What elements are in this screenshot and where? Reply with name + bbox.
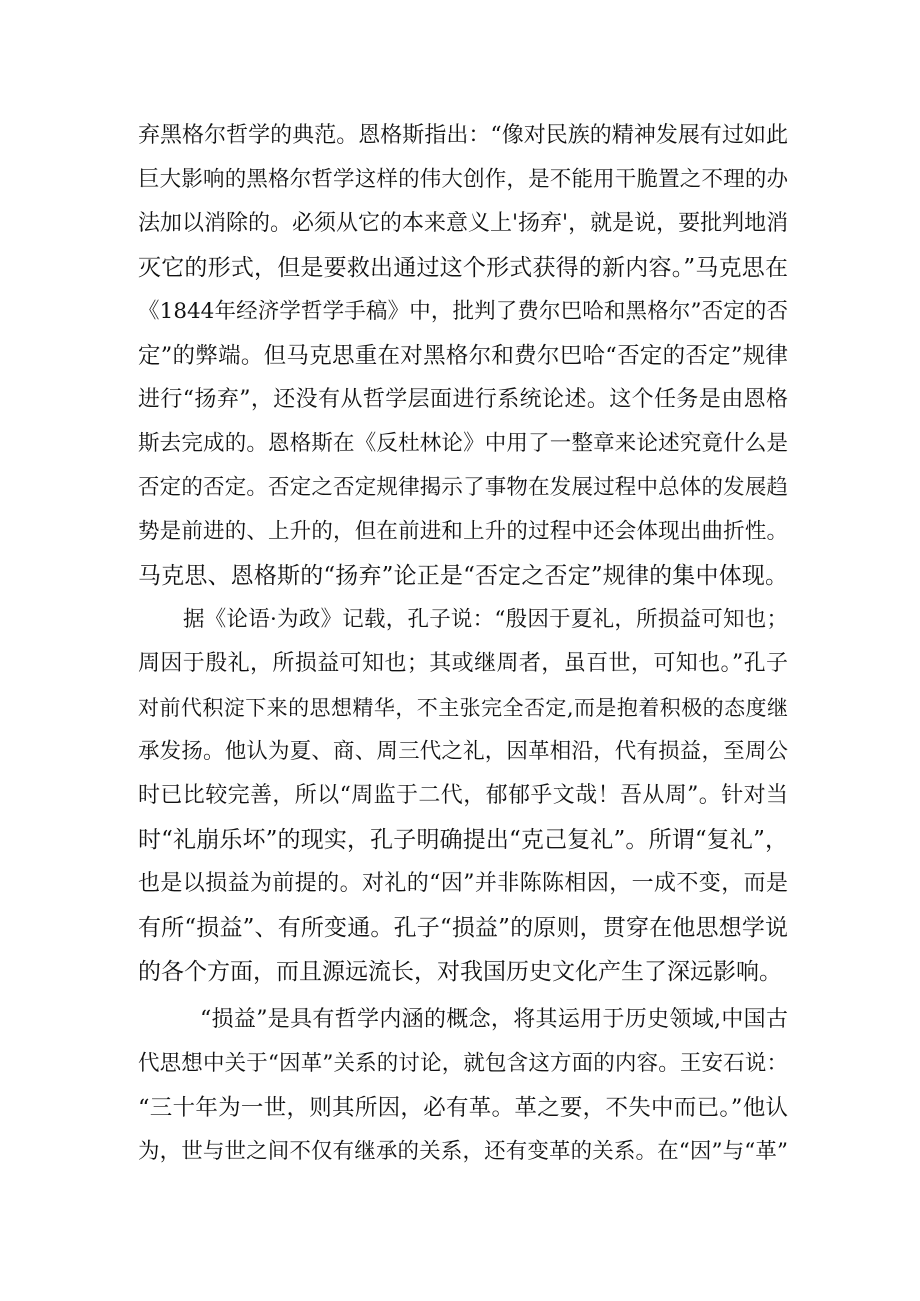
text-line: 对前代积淀下来的思想精华，不主张完全否定,而是抱着积极的态度继	[138, 696, 788, 720]
paragraph-first-line: 据《论语·为政》记载，孔子说：“殷因于夏礼，所损益可知也；	[183, 607, 788, 632]
paragraph-first-line: “损益”是具有哲学内涵的概念，将其运用于历史领域,中国古	[200, 1007, 788, 1032]
text-line: 斯去完成的。恩格斯在《反杜林论》中用了一整章来论述究竟什么是	[138, 431, 788, 456]
text-line: 为，世与世之间不仅有继承的关系，还有变革的关系。在“因”与“革”	[138, 1139, 788, 1164]
text-line: 时“礼崩乐坏”的现实，孔子明确提出“克己复礼”。所谓“复礼”，	[138, 827, 788, 853]
text-line: 弃黑格尔哲学的典范。恩格斯指出：“像对民族的精神发展有过如此	[138, 123, 788, 148]
text-line: 法加以消除的。必须从它的本来意义上'扬弃'，就是说，要批判地消	[138, 211, 789, 236]
text-line: 代思想中关于“因革”关系的讨论，就包含这方面的内容。王安石说：	[138, 1051, 788, 1076]
text-line: 势是前进的、上升的，但在前进和上升的过程中还会体现出曲折性。	[138, 519, 788, 544]
text-line: 定”的弊端。但马克思重在对黑格尔和费尔巴哈“否定的否定”规律	[138, 343, 788, 369]
text-line: 进行“扬弃”，还没有从哲学层面进行系统论述。这个任务是由恩格	[138, 387, 788, 412]
text-line: 时已比较完善，所以“周监于二代，郁郁乎文哉！吾从周”。针对当	[138, 783, 788, 808]
text-line: 周因于殷礼，所损益可知也；其或继周者，虽百世，可知也。”孔子	[138, 651, 788, 676]
text-line: 否定的否定。否定之否定规律揭示了事物在发展过程中总体的发展趋	[138, 475, 788, 500]
text-line: 《1844年经济学哲学手稿》中，批判了费尔巴哈和黑格尔”否定的否	[138, 299, 788, 324]
text-line: 有所“损益”、有所变通。孔子“损益”的原则，贯穿在他思想学说	[138, 915, 788, 941]
text-line: 灭它的形式，但是要救出通过这个形式获得的新内容。”马克思在	[138, 255, 788, 281]
text-line: 巨大影响的黑格尔哲学这样的伟大创作，是不能用干脆置之不理的办	[138, 167, 788, 192]
text-line: 的各个方面，而且源远流长，对我国历史文化产生了深远影响。	[138, 959, 782, 985]
text-line: 马克思、恩格斯的“扬弃”论正是“否定之否定”规律的集中体现。	[138, 563, 788, 589]
text-line: 也是以损益为前提的。对礼的“因”并非陈陈相因，一成不变，而是	[138, 871, 788, 896]
text-line: 承发扬。他认为夏、商、周三代之礼，因革相沿，代有损益，至周公	[138, 739, 788, 764]
text-line: “三十年为一世，则其所因，必有革。革之要，不失中而已。”他认	[138, 1095, 788, 1121]
